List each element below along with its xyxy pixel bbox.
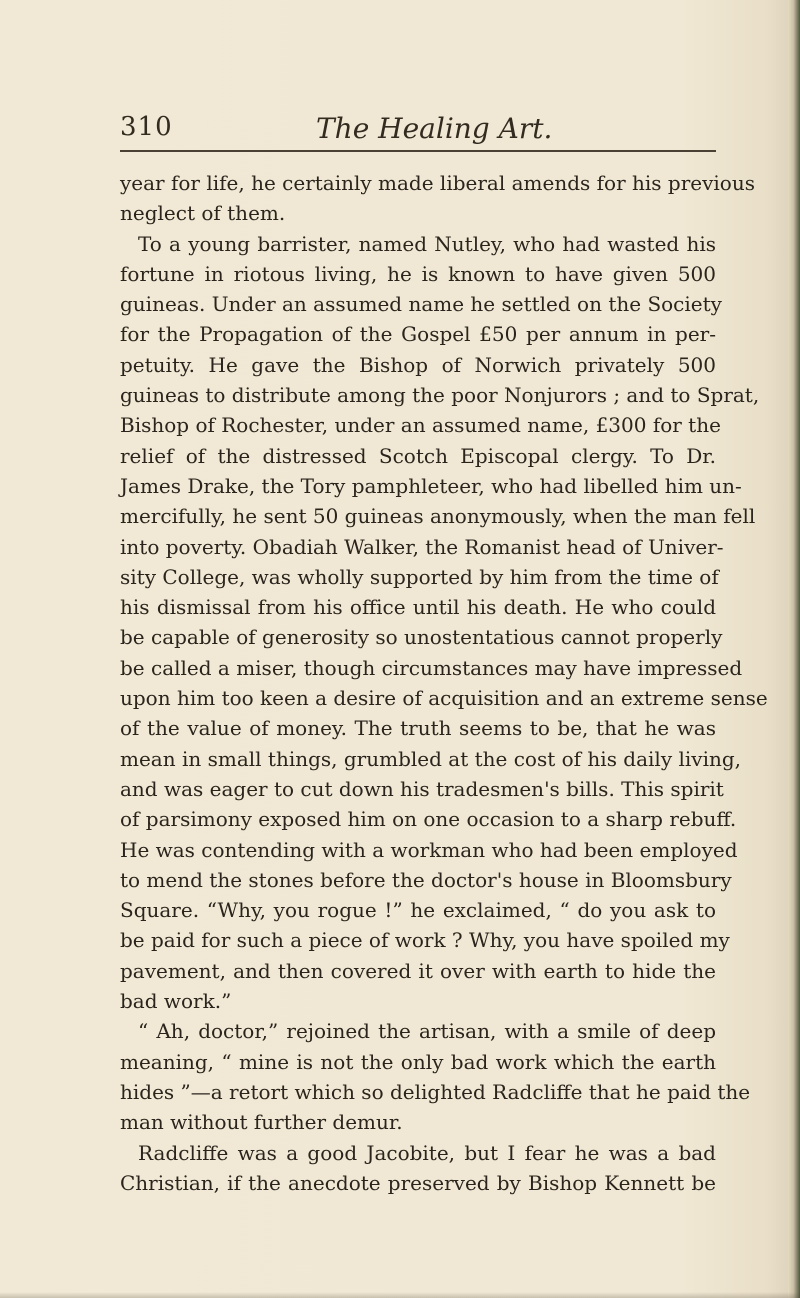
text-line: to mend the stones before the doctor's house in Bloomsbury	[120, 867, 732, 892]
text-line: bad work.”	[120, 989, 232, 1014]
body-text	[120, 168, 768, 1198]
page-header	[120, 112, 716, 152]
text-line: “ Ah, doctor,” rejoined the artisan, with a smile of deep	[138, 1019, 716, 1044]
text-line: mean in small things, grumbled at the cost of his daily living,	[120, 746, 742, 771]
text-line: Radcliffe was a good Jacobite, but I fear he was a bad	[138, 1140, 716, 1165]
text-line: man without further demur.	[120, 1110, 403, 1135]
text-line: year for life, he certainly made liberal amends for his previous	[120, 171, 755, 195]
text-line: of parsimony exposed him on one occasion to a sharp rebuff.	[120, 807, 737, 832]
text-line: upon him too keen a desire of acquisition and an extreme sense	[120, 686, 768, 711]
text-line: James Drake, the Tory pamphleteer, who had libelled him un-	[120, 473, 742, 498]
text-line: To a young barrister, named Nutley, who had wasted his	[138, 231, 716, 256]
text-line: pavement, and then covered it over with earth to hide the	[120, 958, 716, 983]
text-line: Bishop of Rochester, under an assumed name, £300 for the	[120, 413, 721, 438]
text-line: be called a miser, though circumstances may have impressed	[120, 655, 743, 680]
running-head: The Healing Art.	[316, 112, 553, 145]
page-bottom-edge	[0, 1292, 800, 1298]
text-line: mercifully, he sent 50 guineas anonymously, when the man fell	[120, 504, 756, 529]
text-line: sity College, was wholly supported by him from the time of	[120, 564, 719, 589]
text-line: fortune in riotous living, he is known to have given 500	[120, 261, 716, 286]
text-line: Christian, if the anecdote preserved by Bishop Kennett be	[120, 1170, 716, 1195]
page-number: 310	[120, 112, 173, 142]
text-line: and was eager to cut down his tradesmen's bills. This spirit	[120, 776, 724, 801]
text-line: his dismissal from his office until his death. He who could	[120, 595, 716, 620]
text-line: hides ”—a retort which so delighted Radcliffe that he paid the	[120, 1079, 751, 1104]
page-binding-edge	[788, 0, 800, 1298]
text-line: Square. “Why, you rogue !” he exclaimed, “ do you ask to	[120, 898, 716, 923]
text-line: for the Propagation of the Gospel £50 per annum in per-	[120, 322, 716, 347]
text-line: into poverty. Obadiah Walker, the Romanist head of Univer-	[120, 534, 724, 559]
text-line: guineas. Under an assumed name he settled on the Society	[120, 292, 722, 317]
text-line: be capable of generosity so unostentatious cannot properly	[120, 625, 723, 650]
text-line: be paid for such a piece of work ? Why, you have spoiled my	[120, 928, 730, 953]
text-line: guineas to distribute among the poor Nonjurors ; and to Sprat,	[120, 383, 760, 408]
text-line: of the value of money. The truth seems to be, that he was	[120, 716, 716, 741]
text-line: petuity. He gave the Bishop of Norwich privately 500	[120, 352, 716, 377]
header-rule	[120, 150, 716, 152]
text-line: meaning, “ mine is not the only bad work which the earth	[120, 1049, 716, 1074]
text-line: relief of the distressed Scotch Episcopal clergy. To Dr.	[120, 443, 716, 468]
text-line: He was contending with a workman who had been employed	[120, 837, 738, 862]
text-line: neglect of them.	[120, 201, 286, 226]
